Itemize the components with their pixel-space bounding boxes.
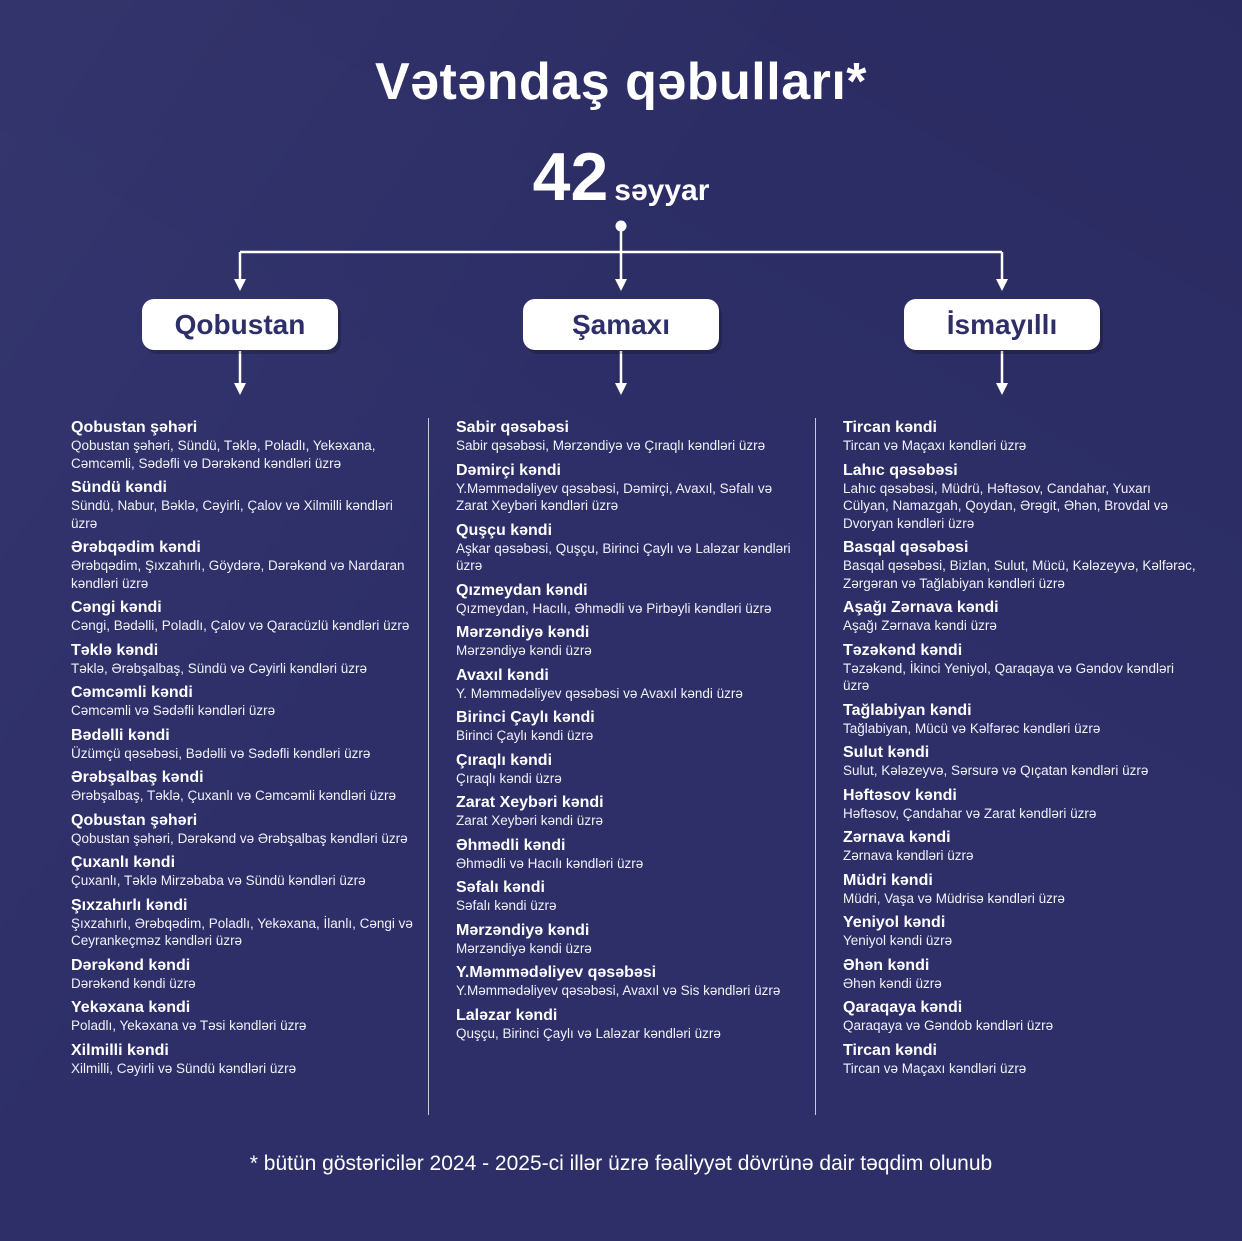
location-title: Zərnava kəndi — [843, 829, 951, 846]
location-description: Cəmcəmli və Sədəfli kəndləri üzrə — [71, 703, 276, 718]
location-title: Avaxıl kəndi — [456, 666, 549, 684]
location-description: Əhmədli və Hacılı kəndləri üzrə — [456, 855, 644, 871]
location-description: Təzəkənd, İkinci Yeniyol, Qaraqaya və Gəndov kəndləri üzrə — [843, 660, 1174, 693]
arrow-down-icon — [996, 383, 1008, 395]
ismayilli-list — [843, 418, 1198, 1083]
location-title: Əhən kəndi — [843, 956, 930, 974]
list-item — [71, 1041, 416, 1078]
list-item — [71, 478, 416, 532]
location-title: Tağlabiyan kəndi — [843, 701, 972, 719]
list-item — [71, 998, 416, 1035]
location-description: Basqal qəsəbəsi, Bizlan, Sulut, Mücü, Kələzeyvə, Kəlfərəc, Zərgəran və Tağlabiyan kəndləri üzrə — [843, 558, 1196, 591]
region-box-samaxi: Şamaxı — [523, 299, 719, 350]
location-description: Qobustan şəhəri, Dərəkənd və Ərəbşalbaş kəndləri üzrə — [71, 830, 408, 846]
location-title: Həftəsov kəndi — [843, 786, 957, 804]
location-title: Dərəkənd kəndi — [71, 956, 191, 974]
location-description: Quşçu, Birinci Çaylı və Laləzar kəndləri üzrə — [456, 1025, 721, 1041]
location-description: Çuxanlı, Təklə Mirzəbaba və Sündü kəndləri üzrə — [71, 873, 366, 888]
column-divider — [815, 418, 816, 1115]
location-title: Çıraqlı kəndi — [456, 751, 553, 769]
location-description: Təklə, Ərəbşalbaş, Sündü və Cəyirli kəndləri üzrə — [71, 660, 368, 676]
list-item — [843, 743, 1198, 780]
arrow-down-icon — [234, 383, 246, 395]
list-item — [456, 878, 806, 915]
list-item — [71, 683, 416, 720]
list-item — [456, 581, 806, 618]
location-title: Təklə kəndi — [71, 641, 159, 659]
location-title: Basqal qəsəbəsi — [843, 539, 969, 556]
location-description: Aşağı Zərnava kəndi üzrə — [843, 618, 997, 633]
location-title: Dəmirçi kəndi — [456, 461, 561, 479]
list-item — [456, 418, 806, 455]
list-item — [71, 896, 416, 950]
location-description: Qızmeydan, Hacılı, Əhmədli və Pirbəyli kəndləri üzrə — [456, 600, 772, 616]
list-item — [456, 793, 806, 830]
location-title: Qobustan şəhəri — [71, 811, 198, 829]
list-item — [843, 956, 1198, 993]
list-item — [843, 701, 1198, 738]
location-title: Təzəkənd kəndi — [843, 641, 963, 659]
location-title: Ərəbqədim kəndi — [71, 539, 201, 556]
list-item — [71, 418, 416, 472]
list-item — [843, 598, 1198, 635]
location-title: Quşçu kəndi — [456, 521, 553, 539]
location-title: Şıxzahırlı kəndi — [71, 896, 188, 914]
samaxi-list — [456, 418, 806, 1048]
location-description: Birinci Çaylı kəndi üzrə — [456, 728, 594, 743]
list-item — [843, 828, 1198, 865]
location-description: Sulut, Kələzeyvə, Sərsurə və Qıçatan kəndləri üzrə — [843, 763, 1149, 778]
list-item — [456, 461, 806, 515]
location-description: Ərəbqədim, Şıxzahırlı, Göydərə, Dərəkənd və Nardaran kəndləri üzrə — [71, 558, 405, 591]
qobustan-list — [71, 418, 416, 1083]
arrow-down-icon — [615, 383, 627, 395]
location-description: Şıxzahırlı, Ərəbqədim, Poladlı, Yekəxana, İlanlı, Cəngi və Ceyrankeçməz kəndləri üzrə — [71, 915, 413, 948]
location-description: Əhən kəndi üzrə — [843, 975, 942, 991]
list-item — [843, 641, 1198, 695]
location-title: Sulut kəndi — [843, 744, 930, 761]
list-item — [456, 921, 806, 958]
list-item — [843, 786, 1198, 823]
list-item — [71, 538, 416, 592]
region-box-qobustan: Qobustan — [142, 299, 338, 350]
location-title: Müdri kəndi — [843, 871, 933, 889]
location-description: Aşkar qəsəbəsi, Quşçu, Birinci Çaylı və Laləzar kəndləri üzrə — [456, 540, 791, 573]
location-title: Aşağı Zərnava kəndi — [843, 599, 999, 616]
root-dot — [616, 221, 627, 232]
list-item — [456, 623, 806, 660]
list-item — [843, 461, 1198, 533]
location-title: Qobustan şəhəri — [71, 419, 198, 436]
list-item — [843, 538, 1198, 592]
location-description: Zərnava kəndləri üzrə — [843, 848, 974, 863]
location-title: Qaraqaya kəndi — [843, 999, 963, 1016]
location-title: Əhmədli kəndi — [456, 836, 566, 854]
list-item — [71, 598, 416, 635]
location-title: Yekəxana kəndi — [71, 999, 191, 1016]
location-description: Ərəbşalbaş, Təklə, Çuxanlı və Cəmcəmli kəndləri üzrə — [71, 788, 397, 803]
column-divider — [428, 418, 429, 1115]
list-item — [456, 666, 806, 703]
visit-count-unit: səyyar — [614, 174, 710, 207]
footnote: * bütün göstəricilər 2024 - 2025-ci illər üzrə fəaliyyət dövrünə dair təqdim olunub — [249, 1152, 993, 1175]
list-item — [843, 913, 1198, 950]
location-description: Y. Məmmədəliyev qəsəbəsi və Avaxıl kəndi üzrə — [456, 685, 743, 701]
location-title: Sabir qəsəbəsi — [456, 419, 569, 436]
arrow-down-icon — [996, 279, 1008, 291]
location-title: Tircan kəndi — [843, 419, 937, 436]
location-description: Tağlabiyan, Mücü və Kəlfərəc kəndləri üzrə — [843, 720, 1101, 736]
location-description: Lahıc qəsəbəsi, Müdrü, Həftəsov, Candahar, Yuxarı Cülyan, Namazgah, Qoydan, Ərəgit, Əhən, Brovdal və Dvoryan kəndləri üzrə — [843, 480, 1168, 531]
list-item — [456, 963, 806, 1000]
location-description: Qaraqaya və Gəndob kəndləri üzrə — [843, 1018, 1054, 1033]
arrow-down-icon — [234, 279, 246, 291]
list-item — [71, 726, 416, 763]
location-title: Lahıc qəsəbəsi — [843, 461, 958, 479]
location-title: Çuxanlı kəndi — [71, 854, 176, 871]
location-title: Birinci Çaylı kəndi — [456, 709, 595, 726]
list-item — [843, 871, 1198, 908]
location-description: Tircan və Maçaxı kəndləri üzrə — [843, 438, 1027, 453]
location-title: Qızmeydan kəndi — [456, 581, 588, 599]
list-item — [456, 1006, 806, 1043]
location-description: Müdri, Vaşa və Müdrisə kəndləri üzrə — [843, 890, 1065, 906]
location-title: Sündü kəndi — [71, 479, 167, 496]
location-description: Çıraqlı kəndi üzrə — [456, 770, 562, 786]
location-description: Həftəsov, Çandahar və Zarat kəndləri üzrə — [843, 805, 1097, 821]
connector-lines — [0, 0, 1242, 420]
location-description: Sündü, Nabur, Bəklə, Cəyirli, Çalov və Xilmilli kəndləri üzrə — [71, 498, 393, 531]
location-title: Zarat Xeybəri kəndi — [456, 794, 604, 811]
list-item — [71, 641, 416, 678]
list-item — [71, 811, 416, 848]
location-description: Xilmilli, Cəyirli və Sündü kəndləri üzrə — [71, 1060, 297, 1076]
location-description: Qobustan şəhəri, Sündü, Təklə, Poladlı, Yekəxana, Cəmcəmli, Sədəfli və Dərəkənd kəndləri üzrə — [71, 438, 376, 471]
location-title: Cəngi kəndi — [71, 599, 162, 616]
location-description: Zarat Xeybəri kəndi üzrə — [456, 813, 604, 828]
location-description: Poladlı, Yekəxana və Təsi kəndləri üzrə — [71, 1018, 307, 1033]
location-description: Y.Məmmədəliyev qəsəbəsi, Dəmirçi, Avaxıl, Səfalı və Zarat Xeybəri kəndləri üzrə — [456, 480, 773, 513]
visit-count-number: 42 — [532, 139, 609, 215]
list-item — [456, 836, 806, 873]
location-title: Tircan kəndi — [843, 1041, 937, 1059]
list-item — [843, 1041, 1198, 1078]
list-item — [456, 708, 806, 745]
location-title: Laləzar kəndi — [456, 1006, 558, 1024]
list-item — [456, 521, 806, 575]
location-description: Y.Məmmədəliyev qəsəbəsi, Avaxıl və Sis kəndləri üzrə — [456, 983, 781, 998]
list-item — [843, 418, 1198, 455]
location-title: Cəmcəmli kəndi — [71, 684, 193, 701]
list-item — [71, 853, 416, 890]
location-title: Y.Məmmədəliyev qəsəbəsi — [456, 964, 657, 981]
list-item — [843, 998, 1198, 1035]
location-description: Üzümçü qəsəbəsi, Bədəlli və Sədəfli kəndləri üzrə — [71, 745, 371, 761]
location-description: Dərəkənd kəndi üzrə — [71, 975, 196, 991]
location-description: Sabir qəsəbəsi, Mərzəndiyə və Çıraqlı kəndləri üzrə — [456, 438, 766, 453]
location-title: Bədəlli kəndi — [71, 726, 170, 744]
location-title: Ərəbşalbaş kəndi — [71, 769, 204, 786]
location-description: Yeniyol kəndi üzrə — [843, 933, 953, 948]
list-item — [71, 956, 416, 993]
location-description: Səfalı kəndi üzrə — [456, 898, 557, 913]
location-title: Yeniyol kəndi — [843, 914, 946, 931]
location-description: Mərzəndiyə kəndi üzrə — [456, 940, 592, 956]
list-item — [456, 751, 806, 788]
location-description: Tircan və Maçaxı kəndləri üzrə — [843, 1060, 1027, 1076]
arrow-down-icon — [615, 279, 627, 291]
page-title: Vətəndaş qəbulları* — [374, 53, 868, 111]
location-title: Xilmilli kəndi — [71, 1041, 169, 1059]
location-title: Mərzəndiyə kəndi — [456, 921, 590, 939]
location-description: Cəngi, Bədəlli, Poladlı, Çalov və Qaracüzlü kəndləri üzrə — [71, 618, 410, 633]
region-box-ismayilli: İsmayıllı — [904, 299, 1100, 350]
list-item — [71, 768, 416, 805]
location-description: Mərzəndiyə kəndi üzrə — [456, 643, 592, 658]
location-title: Səfalı kəndi — [456, 879, 545, 896]
location-title: Mərzəndiyə kəndi — [456, 624, 590, 641]
